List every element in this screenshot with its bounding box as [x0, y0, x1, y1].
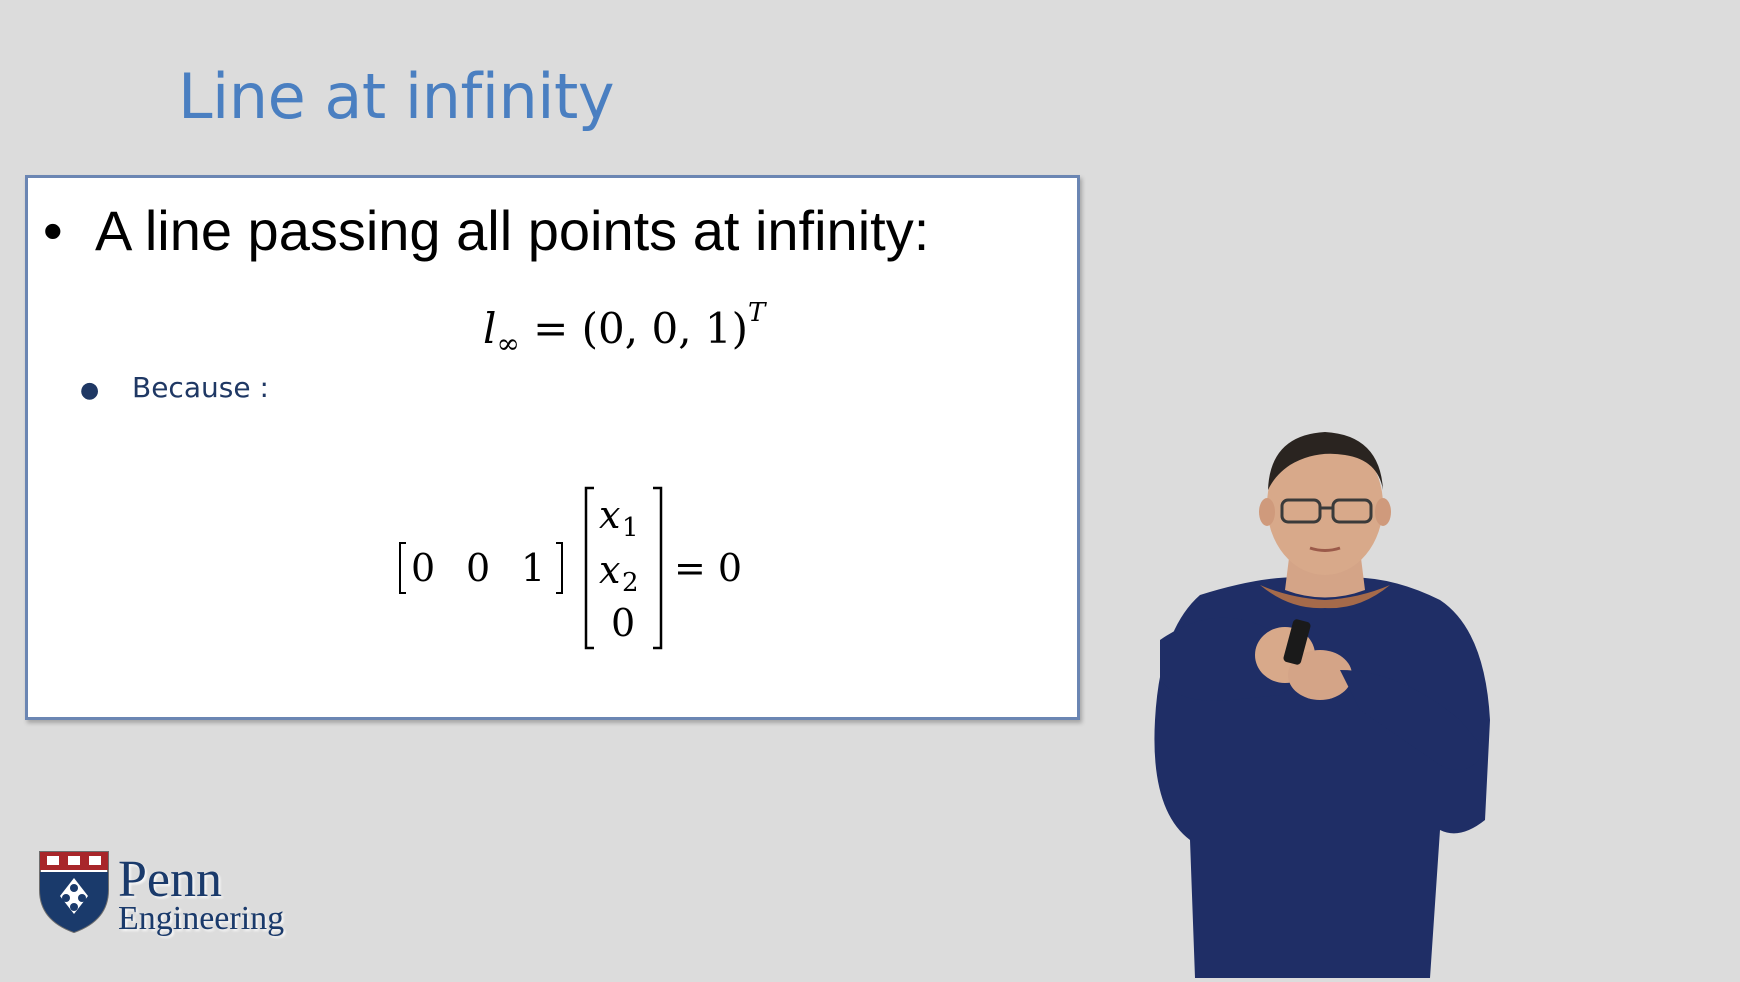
presenter-figure: [1140, 420, 1510, 978]
matrix-equation-svg: [396, 488, 816, 658]
penn-engineering-logo: [38, 850, 298, 950]
row-entry: 1: [521, 546, 546, 590]
sub-bullet-text: Because :: [132, 371, 269, 404]
row-entry: 0: [411, 546, 436, 590]
eq-subscript: ∞: [496, 327, 520, 360]
main-bullet-text: A line passing all points at infinity:: [95, 199, 930, 262]
matrix-rhs: = 0: [674, 546, 743, 590]
logo-engineering-text: Engineering: [118, 900, 285, 937]
eq-superscript: T: [748, 298, 766, 328]
row-entry: 0: [466, 546, 491, 590]
bullet-dot-icon: •: [43, 199, 63, 262]
col-entry: x: [599, 493, 621, 537]
eq-rhs: = (0, 0, 1): [533, 304, 749, 353]
row-bracket-left-icon: [400, 543, 406, 593]
main-bullet: [43, 198, 929, 263]
content-box: [25, 175, 1080, 720]
sub-bullet-dot-icon: ●: [80, 378, 100, 403]
col-bracket-left-icon: [586, 488, 594, 648]
eq-symbol: l: [483, 304, 497, 353]
row-bracket-right-icon: [556, 543, 562, 593]
penn-shield-icon: [38, 850, 110, 934]
logo-penn-text: Penn: [118, 851, 222, 908]
col-entry-subscript: 1: [622, 513, 639, 543]
col-entry: 0: [611, 601, 636, 645]
sub-bullet: [80, 371, 269, 404]
col-entry: x: [599, 548, 621, 592]
slide-title: Line at infinity: [178, 60, 615, 133]
col-entry-subscript: 2: [622, 568, 639, 598]
line-at-infinity-equation: [483, 298, 765, 360]
col-bracket-right-icon: [653, 488, 661, 648]
presenter-icon: [1140, 420, 1510, 978]
matrix-equation: [396, 488, 816, 658]
